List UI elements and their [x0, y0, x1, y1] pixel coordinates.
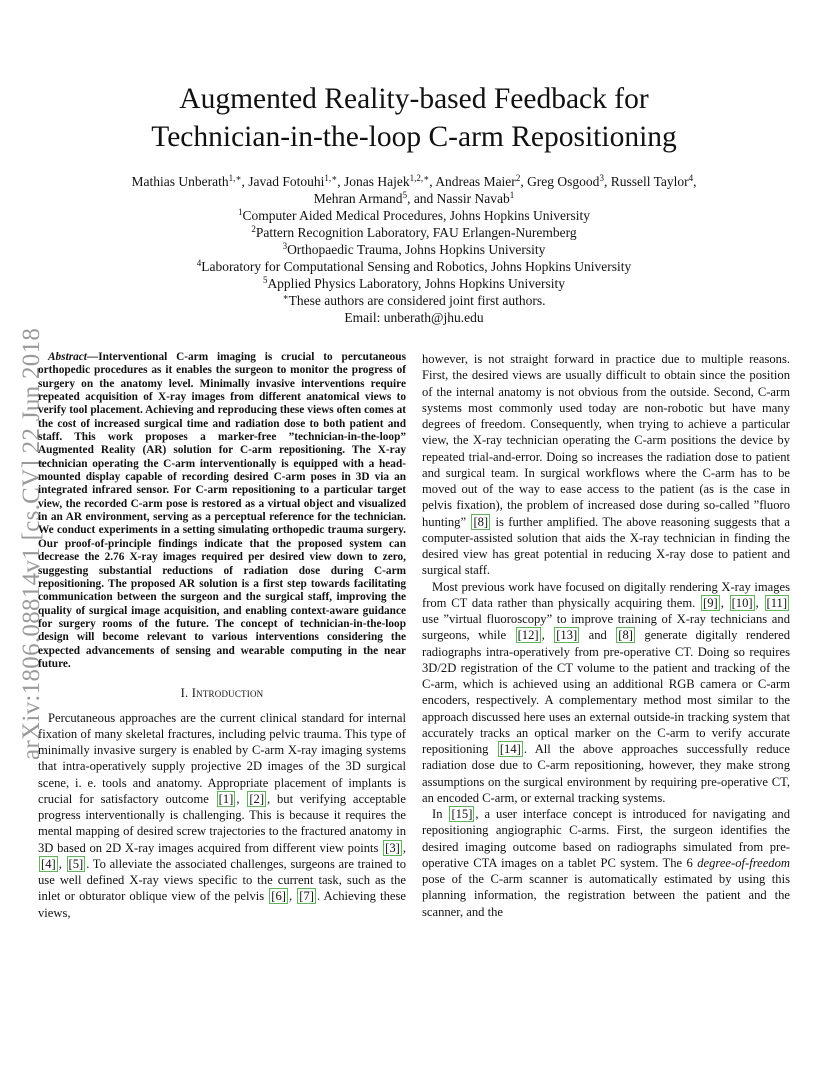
body-text: , a user interface concept is introduced for navigating and repositioning angiographic C-arms. First, the surgeon identifies the desired imaging outcome based on radiographs simulated from pre-operative CTA images on a tablet PC system. The 6 — [422, 807, 791, 870]
paper-title — [60, 80, 768, 156]
joint-first-note — [60, 292, 768, 309]
author-name: Mathias Unberath — [131, 174, 229, 189]
author-name: , Javad Fotouhi — [241, 174, 325, 189]
body-text: , — [720, 595, 729, 610]
author-name: Mehran Armand — [313, 191, 403, 206]
author-name: , Russell Taylor — [603, 174, 689, 189]
body-text: , — [236, 791, 247, 806]
citation-link[interactable]: [8] — [473, 514, 489, 529]
author-line-2 — [60, 190, 768, 207]
body-text: is further amplified. The above reasoning suggests that a computer-assisted solution that aids the X-ray technician in finding the desired view has great potential in reducing X-ray dose to patient and surgical staff. — [422, 514, 790, 578]
body-text: . Achieving these views, — [38, 889, 406, 920]
citation-link[interactable]: [8] — [618, 628, 633, 643]
citation-link[interactable]: [11] — [766, 595, 788, 610]
author-affil-sup: 1 — [509, 190, 515, 200]
intro-paragraph-1 — [38, 710, 406, 921]
body-text: , — [755, 595, 764, 610]
author-name: , and Nassir Navab — [407, 191, 510, 206]
intro-paragraph-2 — [422, 579, 790, 807]
citation-link[interactable]: [6] — [271, 889, 286, 904]
affil-text: These authors are considered joint first authors. — [288, 293, 546, 308]
citation-link[interactable]: [15] — [451, 807, 473, 821]
citation-link[interactable]: [4] — [41, 856, 56, 871]
author-affil-sup: 3 — [599, 173, 604, 183]
body-text: , — [541, 628, 554, 643]
section-heading-introduction — [38, 685, 406, 701]
author-block — [60, 173, 768, 326]
body-text: , — [402, 840, 406, 855]
affil-text: Computer Aided Medical Procedures, Johns Hopkins University — [242, 208, 591, 223]
affil-sup: 4 — [196, 258, 202, 268]
body-text: . All the above approaches successfully reduce radiation dose due to C-arm repositioning, however, they make strong assumptions on the surgical environment by requiring pre-operative CT, an encoded C-arm, or external tracking systems. — [422, 742, 790, 805]
body-text: . To alleviate the associated challenges, surgeons are trained to use well defined X-ray views specific to the current task, such as the inlet or obturator oblique view of the pelvis — [38, 856, 407, 904]
abstract — [38, 351, 406, 671]
author-name: , Greg Osgood — [520, 174, 600, 189]
contact-email: Email: unberath@jhu.edu — [344, 310, 484, 325]
author-affil-sup: 5 — [402, 190, 408, 200]
citation-link[interactable]: [3] — [385, 840, 400, 855]
affiliation-4 — [60, 258, 768, 275]
citation-link[interactable]: [5] — [68, 856, 84, 871]
body-text: , but verifying acceptable progress interventionally is challenging. This is because it requires the mental mapping of desired screw trajectories to the fractured anatomy in 3D based on 2D X-ray images acquired from different view points — [38, 791, 407, 855]
affil-text: Laboratory for Computational Sensing and Robotics, Johns Hopkins University — [201, 259, 632, 274]
title-line-2: Technician-in-the-loop C-arm Repositioning — [151, 121, 677, 153]
title-line-1: Augmented Reality-based Feedback for — [179, 83, 649, 115]
affil-sup: 3 — [282, 241, 288, 251]
citation-link[interactable]: [10] — [731, 595, 753, 610]
citation-link[interactable]: [9] — [703, 595, 718, 610]
affil-sup: 2 — [251, 224, 256, 234]
body-text: use ”virtual fluoroscopy” to improve training of X-ray technicians and surgeons, while — [422, 612, 790, 643]
citation-link[interactable]: [14] — [499, 742, 521, 756]
body-text: , — [58, 856, 66, 871]
affiliation-3 — [60, 241, 768, 258]
abstract-text: —Interventional C-arm imaging is crucial to percutaneous orthopedic procedures as it enables the surgeon to monitor the progress of surgery on the anatomy level. Minimally invasive interventions require repeated acquisition of X-ray images from different anatomical views to verify tool placement. Achieving and reproducing these views often comes at the cost of increased surgical time and radiation dose to both patient and staff. This work proposes a marker-free ”technician-in-the-loop” Augmented Reality (AR) solution for C-arm repositioning. The X-ray technician operating the C-arm interventionally is equipped with a head-mounted display capable of recording desired C-arm poses in 3D via an integrated infrared sensor. For C-arm repositioning to a particular target view, the recorded C-arm pose is restored as a virtual object and visualized in an AR environment, serving as a perceptual reference for the technician. We conduct experiments in a setting simulating orthopedic trauma surgery. Our proof-of-principle findings indicate that the proposed system can decrease the 2.76 X-ray images required per desired view down to zero, suggesting substantial reductions of radiation dose during C-arm repositioning. The proposed AR solution is a first step towards facilitating communication between the surgeon and the surgical staff, improving the quality of surgical image acquisition, and enabling context-aware guidance for surgery rooms of the future. The concept of technician-in-the-loop design will become relevant to various interventions considering the expected advancements of sensing and wearable computing in the near future. — [38, 351, 406, 670]
body-text: , — [288, 889, 297, 904]
affiliation-2 — [60, 224, 768, 241]
author-name: , Jonas Hajek — [337, 174, 410, 189]
affil-text: Orthopaedic Trauma, Johns Hopkins University — [287, 242, 546, 257]
emphasis-text: degree-of-freedom — [697, 855, 790, 870]
affil-text: Applied Physics Laboratory, Johns Hopkins University — [267, 276, 566, 291]
author-name: , Andreas Maier — [429, 174, 516, 189]
section-title: Introduction — [191, 686, 264, 701]
body-text: generate digitally rendered radiographs intra-operatively from pre-operative CT. Doing so requires 3D/2D registration of the CT volume to the patient and tracking of the C-arm, which is achieved using an additional RGB camera or C-arm encoders, respectively. A complementary method most similar to the approach discussed here uses an external outside-in tracking system that accurately tracks an optical marker on the C-arm to verify accurate repositioning — [422, 628, 790, 756]
author-affil-sup: 2 — [515, 173, 521, 183]
affil-sup: 5 — [262, 275, 268, 285]
author-affil-sup: 1,∗ — [228, 173, 242, 183]
author-affil-sup: 4 — [688, 173, 694, 183]
abstract-label: Abstract — [48, 351, 87, 363]
author-affil-sup: 1,2,∗ — [409, 173, 430, 183]
affiliation-1 — [60, 207, 768, 224]
body-text: and — [580, 628, 616, 643]
intro-paragraph-continued — [422, 351, 790, 579]
citation-link[interactable]: [2] — [249, 791, 265, 806]
body-text: Most previous work have focused on digitally rendering X-ray images from CT data rather than physically acquiring them. — [422, 579, 790, 610]
affiliation-5 — [60, 275, 768, 292]
intro-paragraph-3 — [422, 806, 790, 920]
body-text: however, is not straight forward in practice due to multiple reasons. First, the desired views are usually difficult to obtain since the position of the internal anatomy is not obvious from the outside. Second, C-arm systems most commonly used today are non-robotic but have many degrees of freedom. Consequently, when trying to achieve a particular view, the X-ray technician operating the C-arm positions the device by repeated trial-and-error. Doing so increases the radiation dose to patient and surgical team. In surgical workflows where the C-arm has to be moved out of the way to ease access to the patient (as is the case in pelvis fixation), the problem of increased dose during so-called ”fluoro hunting” — [422, 352, 790, 529]
affil-text: Pattern Recognition Laboratory, FAU Erlangen-Nuremberg — [255, 225, 577, 240]
citation-link[interactable]: [13] — [556, 628, 578, 643]
body-text: Percutaneous approaches are the current clinical standard for internal fixation of many skeletal fractures, including pelvic trauma. This type of minimally invasive surgery is enabled by C-arm X-ray imaging systems that intra-operatively supply projective 2D images of the 3D surgical scene, i. e. tools and anatomy. Appropriate placement of implants is crucial for satisfactory outcome — [38, 710, 406, 806]
arxiv-identifier: arXiv:1806.08814v1 [cs.CV] 22 Jun 2018 — [18, 327, 45, 760]
affil-sup: ∗ — [282, 292, 289, 302]
citation-link[interactable]: [12] — [517, 628, 539, 643]
body-text: pose of the C-arm scanner is automatically estimated by using this planning information, the registration between the patient and the scanner, and the — [422, 872, 790, 919]
body-text: In — [432, 807, 449, 821]
author-affil-sup: 1,∗ — [324, 173, 338, 183]
right-column — [422, 351, 790, 920]
author-line-1: Mathias Unberath$^{1,∗}$, Javad Fotouhi$^{1,∗}$, Jonas Hajek$^{1,2,∗}$, Andreas Maier$^2$, Greg Osgood$^3$, Russell Taylor$^4$, — [131, 173, 697, 189]
section-number: I. — [180, 686, 192, 701]
affil-sup: 1 — [237, 207, 243, 217]
left-column — [38, 351, 406, 921]
citation-link[interactable]: [1] — [218, 791, 234, 806]
citation-link[interactable]: [7] — [299, 889, 314, 904]
